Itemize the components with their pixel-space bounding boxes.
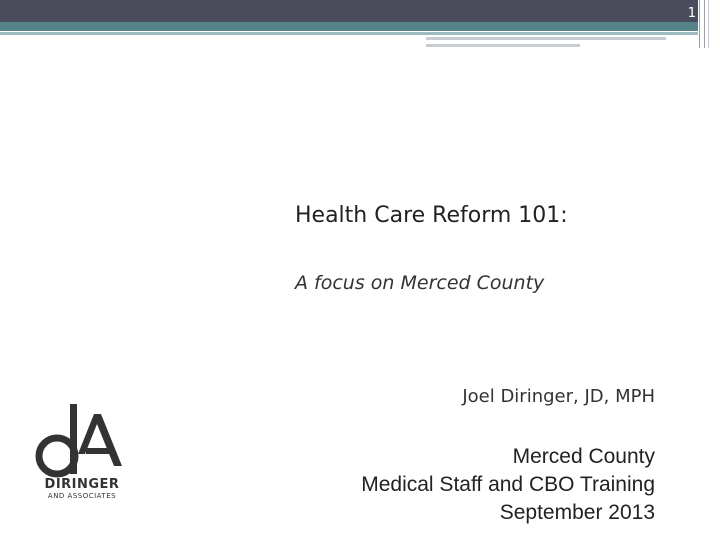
slide-title: Health Care Reform 101:: [295, 203, 568, 228]
decor-line-1: [426, 37, 666, 40]
logo-name: DIRINGER: [44, 477, 120, 492]
slide-subtitle: A focus on Merced County: [295, 272, 545, 294]
company-logo: [32, 396, 132, 500]
top-header-bar: [0, 0, 698, 22]
presenter-name: Joel Diringer, JD, MPH: [462, 386, 655, 407]
event-line: Medical Staff and CBO Training: [361, 473, 655, 496]
decor-vertical-line: [708, 0, 709, 48]
accent-thin-bar: [0, 32, 698, 35]
event-line: September 2013: [499, 501, 655, 524]
event-line: Merced County: [512, 445, 655, 468]
decor-line-2: [426, 44, 580, 47]
decor-vertical-line: [699, 0, 700, 48]
page-number: 1: [687, 6, 696, 21]
accent-bar: [0, 22, 698, 31]
logo-tagline: AND ASSOCIATES: [47, 492, 117, 500]
event-info: [361, 443, 655, 527]
decor-vertical-line: [704, 0, 705, 48]
